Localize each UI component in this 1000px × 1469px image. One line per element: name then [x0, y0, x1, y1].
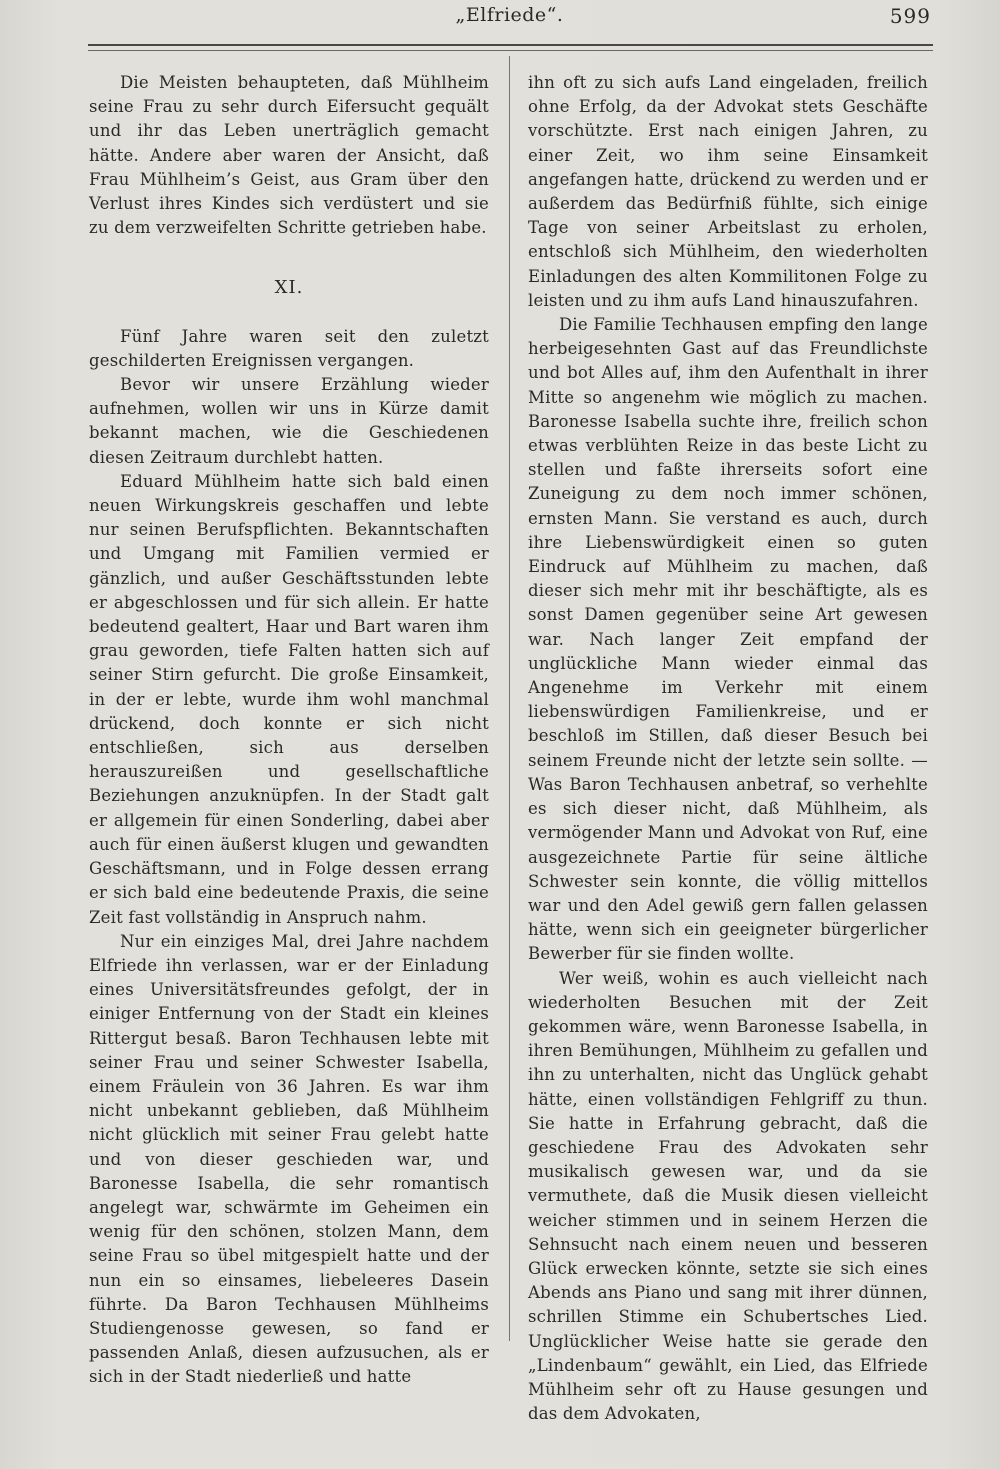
chapter-heading: XI. — [274, 277, 304, 299]
page-header — [88, 4, 931, 30]
paragraph: Bevor wir unsere Erzählung wieder aufnehmen, wollen wir uns in Kürze damit bekannt machen, wie die Geschiedenen diesen Zeitraum durchlebt hatten. — [89, 375, 489, 467]
column-divider — [509, 56, 510, 1341]
header-rule — [88, 44, 933, 51]
paragraph: Die Familie Techhausen empfing den lange herbeigesehnten Gast auf das Freundlichste und bot Alles auf, ihm den Aufenthalt in ihrer Mitte so angenehm wie möglich zu machen. Baronesse Isabella suchte ihre, freilich schon etwas verblühten Reize in das beste Licht zu stellen und faßte ihrerseits sofort eine Zuneigung zu dem noch immer schönen, ernsten Mann. Sie verstand es auch, durch ihre Liebenswürdigkeit einen so guten Eindruck auf Mühlheim zu machen, daß dieser sich mehr mit ihr beschäftigte, als es sonst Damen gegenüber seine Art gewesen war. Nach langer Zeit empfand der unglückliche Mann wieder einmal das Angenehme im Verkehr mit einem liebenswürdigen Familienkreise, und er beschloß im Stillen, daß dieser Besuch bei seinem Freunde nicht der letzte sein sollte. — Was Baron Techhausen anbetraf, so verhehlte es sich dieser nicht, daß Mühlheim, als vermögender Mann und Advokat von Ruf, eine ausgezeichnete Partie für seine ältliche Schwester sein konnte, die völlig mittellos war und den Adel gewiß gern fallen gelassen hätte, wenn sich ein geeigneter bürgerlicher Bewerber für sie finden wollte. — [528, 315, 928, 964]
running-title: „Elfriede“. — [455, 4, 564, 26]
paragraph: Eduard Mühlheim hatte sich bald einen neuen Wirkungskreis geschaffen und lebte nur seinen Berufspflichten. Bekanntschaften und Umgang mit Familien vermied er gänzlich, und außer Geschäftsstunden lebte er abgeschlossen und für sich allein. Er hatte bedeutend gealtert, Haar und Bart waren ihm grau geworden, tiefe Falten hatten sich auf seiner Stirn gefurcht. Die große Einsamkeit, in der er lebte, wurde ihm wohl manchmal drückend, doch konnte er sich nicht entschließen, sich aus derselben herauszureißen und gesellschaftliche Beziehungen anzuknüpfen. In der Stadt galt er allgemein für einen Sonderling, dabei aber auch für einen äußerst klugen und gewandten Geschäftsmann, und in Folge dessen errang er sich bald eine bedeutende Praxis, die seine Zeit fast vollständig in Anspruch nahm. — [89, 471, 489, 927]
paragraph: Wer weiß, wohin es auch vielleicht nach wiederholten Besuchen mit der Zeit gekommen wäre, wenn Baronesse Isabella, in ihren Bemühungen, Mühlheim zu gefallen und ihn zu unterhalten, nicht das Unglück gehabt hätte, einen vollständigen Fehlgriff zu thun. Sie hatte in Erfahrung gebracht, daß die geschiedene Frau des Advokaten sehr musikalisch gewesen war, und da sie vermuthete, daß die Musik diesen vielleicht weicher stimmen und in seinem Herzen die Sehnsucht nach einem neuen und besseren Glück erwecken könnte, setzte sie sich eines Abends ans Piano und sang mit ihrer dünnen, schrillen Stimme ein Schubertsches Lied. Unglücklicher Weise hatte sie gerade den „Lindenbaum“ gewählt, ein Lied, das Elfriede Mühlheim sehr oft zu Hause gesungen und das dem Advokaten, — [528, 968, 928, 1424]
paragraph: Die Meisten behaupteten, daß Mühlheim seine Frau zu sehr durch Eifersucht gequält und ihr das Leben unerträglich gemacht hätte. Andere aber waren der Ansicht, daß Frau Mühlheim’s Geist, aus Gram über den Verlust ihres Kindes sich verdüstert und sie zu dem verzweifelten Schritte getrieben habe. — [89, 73, 489, 238]
paragraph: Fünf Jahre waren seit den zuletzt geschilderten Ereignissen vergangen. — [89, 326, 489, 370]
paragraph: ihn oft zu sich aufs Land eingeladen, freilich ohne Erfolg, da der Advokat stets Geschäfte vorschützte. Erst nach einigen Jahren, zu einer Zeit, wo ihm seine Einsamkeit angefangen hatte, drückend zu werden und er außerdem das Bedürfniß fühlte, sich einige Tage von seiner Arbeitslast zu erholen, entschloß sich Mühlheim, den wiederholten Einladungen des alten Kommilitonen Folge zu leisten und zu ihm aufs Land hinauszufahren. — [528, 73, 928, 310]
right-column — [528, 71, 928, 1426]
page-number: 599 — [889, 4, 931, 28]
left-column — [89, 71, 489, 1390]
paragraph: Nur ein einziges Mal, drei Jahre nachdem Elfriede ihn verlassen, war er der Einladung eines Universitätsfreundes gefolgt, der in einiger Entfernung von der Stadt ein kleines Rittergut besaß. Baron Techhausen lebte mit seiner Frau und seiner Schwester Isabella, einem Fräulein von 36 Jahren. Es war ihm nicht unbekannt geblieben, daß Mühlheim nicht glücklich mit seiner Frau gelebt hatte und von dieser geschieden war, und Baronesse Isabella, die sehr romantisch angelegt war, schwärmte im Geheimen ein wenig für den schönen, stolzen Mann, dem seine Frau so übel mitgespielt hatte und der nun ein so einsames, liebeleeres Dasein führte. Da Baron Techhausen Mühlheims Studiengenosse gewesen, so fand er passenden Anlaß, diesen aufzusuchen, als er sich in der Stadt niederließ und hatte — [89, 931, 489, 1387]
